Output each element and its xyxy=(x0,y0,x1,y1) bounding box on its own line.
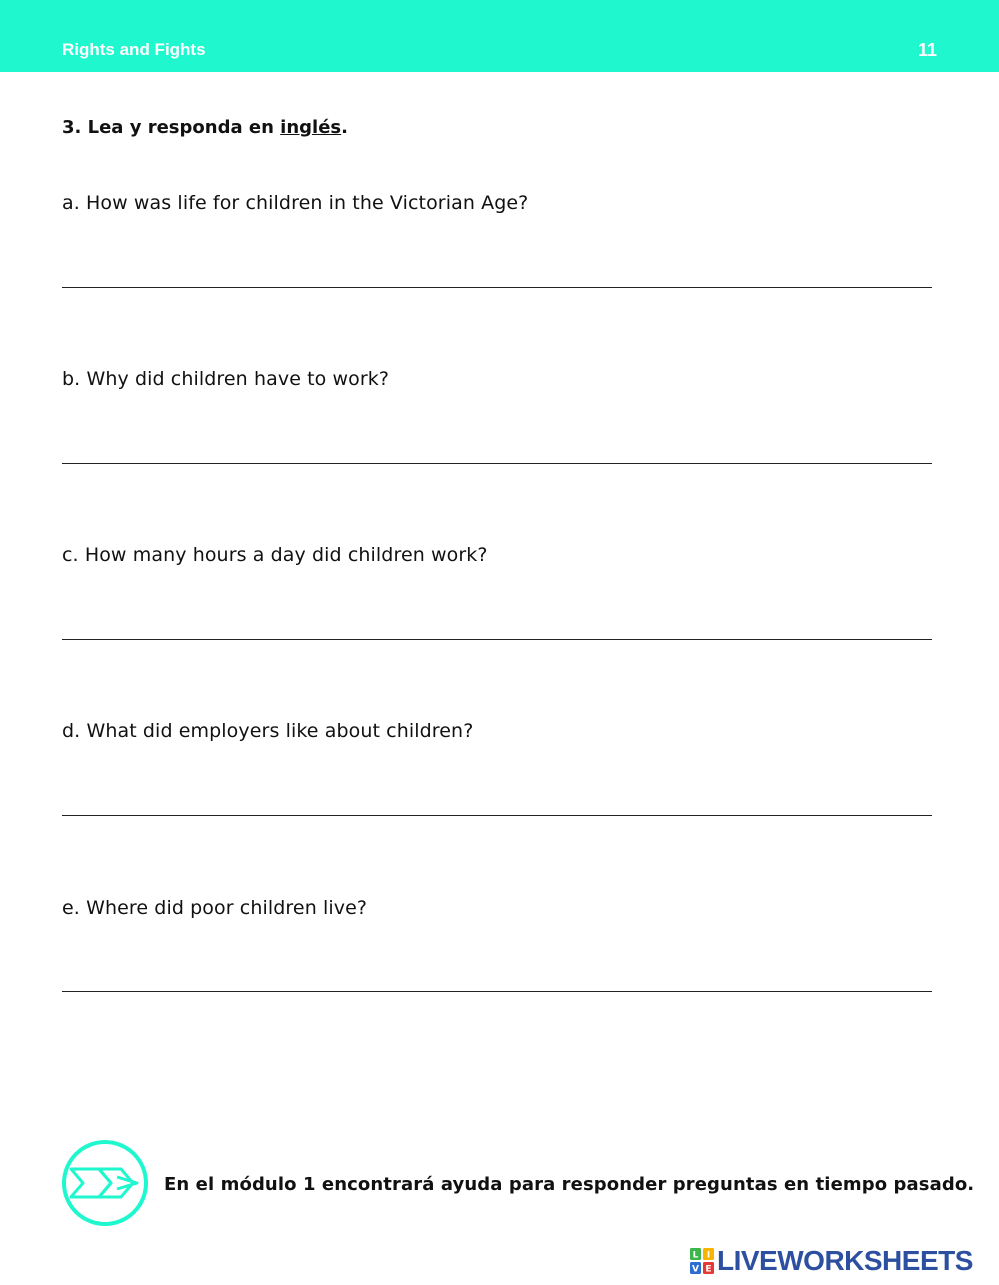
question-b: b. Why did children have to work? xyxy=(62,368,390,390)
answer-line-c[interactable] xyxy=(62,639,932,640)
question-c: c. How many hours a day did children work? xyxy=(62,544,488,566)
exercise-instruction xyxy=(62,117,348,138)
question-d: d. What did employers like about children? xyxy=(62,720,474,742)
answer-line-e[interactable] xyxy=(62,991,932,992)
instruction-underlined-word: inglés xyxy=(280,117,342,138)
answer-line-b[interactable] xyxy=(62,463,932,464)
liveworksheets-blocks-icon xyxy=(690,1248,714,1274)
logo-block-e: E xyxy=(705,1264,712,1274)
logo-block-l: L xyxy=(692,1250,699,1261)
answer-line-a[interactable] xyxy=(62,287,932,288)
instruction-prefix: 3. Lea y responda en xyxy=(62,117,281,138)
logo-block-i: I xyxy=(706,1250,711,1261)
double-arrow-circle-icon xyxy=(61,1139,149,1227)
page-header xyxy=(0,0,999,72)
answer-line-d[interactable] xyxy=(62,815,932,816)
liveworksheets-logo xyxy=(690,1244,990,1278)
question-a: a. How was life for children in the Victorian Age? xyxy=(62,192,529,214)
page-number: 11 xyxy=(917,40,937,60)
document-title: Rights and Fights xyxy=(62,40,206,59)
question-e: e. Where did poor children live? xyxy=(62,897,368,919)
instruction-suffix: . xyxy=(341,117,348,138)
liveworksheets-wordmark: LIVEWORKSHEETS xyxy=(717,1245,973,1276)
tip-text: En el módulo 1 encontrará ayuda para responder preguntas en tiempo pasado. xyxy=(164,1174,975,1195)
logo-block-v: V xyxy=(692,1264,699,1274)
